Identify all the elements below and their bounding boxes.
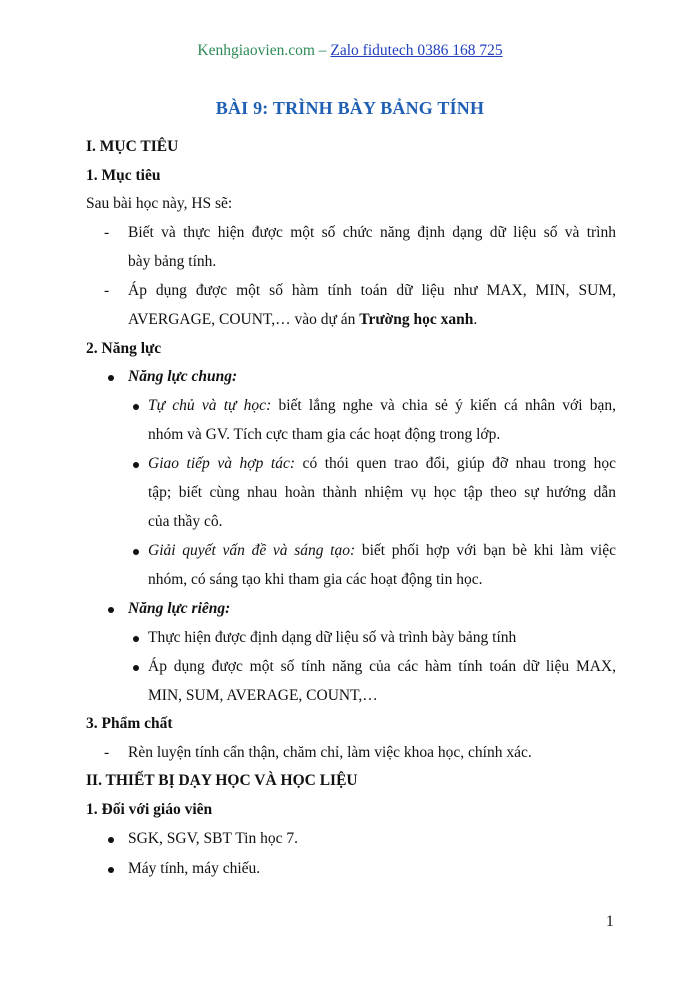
header-separator: – <box>318 42 327 59</box>
list-item-text: SGK, SGV, SBT Tin học 7. <box>128 830 298 847</box>
site-link[interactable]: Kenhgiaovien.com <box>197 42 315 59</box>
project-name: Trường học xanh <box>359 311 474 328</box>
general-competency-label: Năng lực chung: <box>128 368 238 385</box>
bullet-icon <box>133 462 139 468</box>
subheading-objectives: 1. Mục tiêu <box>86 167 161 184</box>
list-item-text: Máy tính, máy chiếu. <box>128 860 261 877</box>
subheading-teacher: 1. Đối với giáo viên <box>86 801 213 818</box>
list-item-text <box>128 311 477 329</box>
bullet-icon <box>133 636 139 642</box>
list-item <box>148 455 616 473</box>
list-item-text: Thực hiện được định dạng dữ liệu số và trình bày bảng tính <box>148 629 517 646</box>
list-item-text-part: AVERGAGE, COUNT,… vào dự án <box>128 311 360 328</box>
list-item-text: Áp dụng được một số tính năng của các hàm tính toán dữ liệu MAX, <box>148 658 616 675</box>
zalo-contact-link[interactable]: Zalo fidutech 0386 168 725 <box>330 42 503 59</box>
list-item-text: nhóm, có sáng tạo khi tham gia các hoạt động tin học. <box>148 571 483 588</box>
subheading-competencies: 2. Năng lực <box>86 340 162 357</box>
list-item-text: có thói quen trao đổi, giúp đỡ nhau trong học <box>295 455 616 472</box>
dash-marker: - <box>104 282 110 299</box>
bullet-icon <box>108 867 114 873</box>
section-heading-equipment: II. THIẾT BỊ DẠY HỌC VÀ HỌC LIỆU <box>86 772 358 789</box>
bullet-icon <box>133 549 139 555</box>
list-item-text: MIN, SUM, AVERAGE, COUNT,… <box>148 687 378 704</box>
list-item-text-part: . <box>473 311 478 328</box>
bullet-icon <box>133 404 139 410</box>
competency-label: Tự chủ và tự học: <box>148 397 272 414</box>
list-item <box>148 397 616 415</box>
page-header <box>0 42 700 60</box>
dash-marker: - <box>104 224 110 241</box>
list-item-text: nhóm và GV. Tích cực tham gia các hoạt động trong lớp. <box>148 426 501 443</box>
list-item <box>148 542 616 560</box>
list-item-text: của thầy cô. <box>148 513 223 530</box>
bullet-icon <box>108 375 114 381</box>
subheading-qualities: 3. Phẩm chất <box>86 715 173 732</box>
list-item-text: tập; biết cùng nhau hoàn thành nhiệm vụ học tập theo sự hướng dẫn <box>148 484 616 501</box>
dash-marker: - <box>104 744 110 761</box>
list-item-text: biết lắng nghe và chia sẻ ý kiến cá nhân với bạn, <box>271 397 617 414</box>
page-number: 1 <box>606 913 614 930</box>
objectives-intro: Sau bài học này, HS sẽ: <box>86 195 233 212</box>
list-item-text: Biết và thực hiện được một số chức năng định dạng dữ liệu số và trình <box>128 224 616 241</box>
competency-label: Giao tiếp và hợp tác: <box>148 455 295 472</box>
competency-label: Giải quyết vấn đề và sáng tạo: <box>148 542 356 559</box>
list-item-text: Áp dụng được một số hàm tính toán dữ liệu như MAX, MIN, SUM, <box>128 282 616 299</box>
bullet-icon <box>108 837 114 843</box>
list-item-text: Rèn luyện tính cẩn thận, chăm chỉ, làm việc khoa học, chính xác. <box>128 744 532 761</box>
lesson-title: BÀI 9: TRÌNH BÀY BẢNG TÍNH <box>215 98 485 118</box>
list-item-text: bày bảng tính. <box>128 253 217 270</box>
list-item-text: biết phối hợp với bạn bè khi làm việc <box>355 542 616 559</box>
specific-competency-label: Năng lực riêng: <box>128 600 231 617</box>
bullet-icon <box>108 607 114 613</box>
section-heading-objectives: I. MỤC TIÊU <box>86 138 179 155</box>
bullet-icon <box>133 665 139 671</box>
